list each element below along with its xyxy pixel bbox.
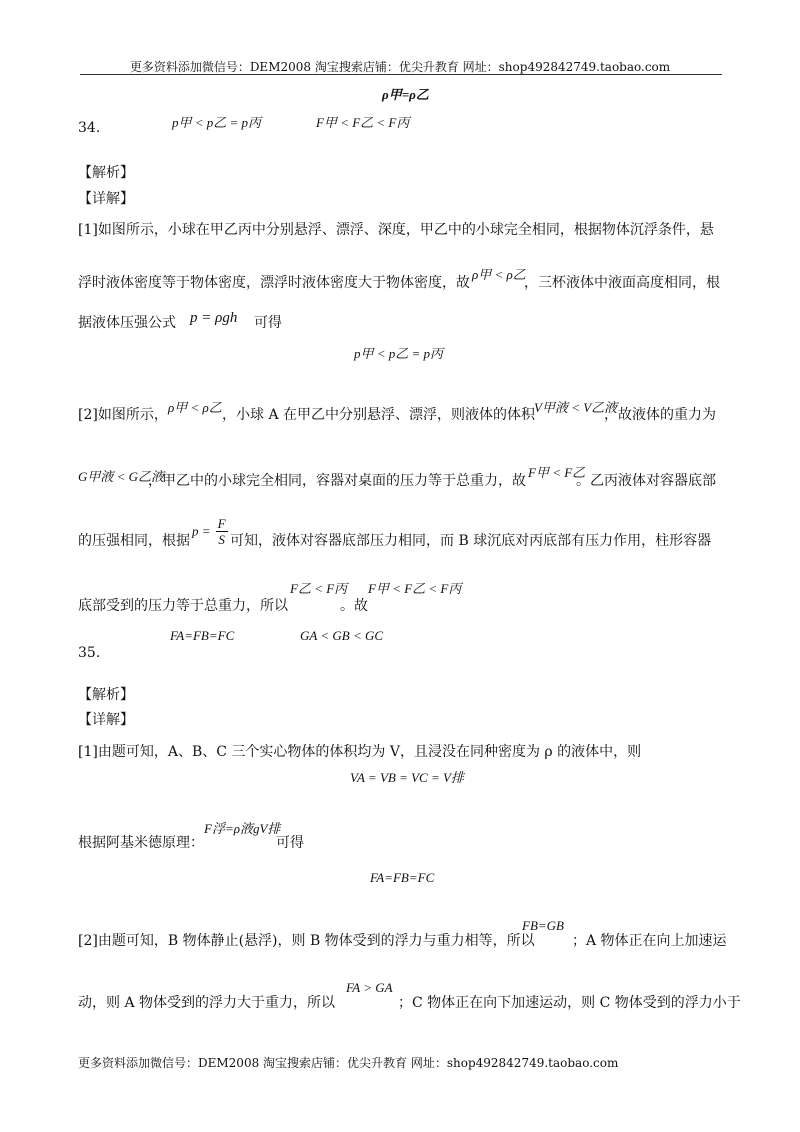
q34-p2-line2-formula2: F甲 < F乙 — [528, 465, 586, 480]
q34-p2-line4a: 底部受到的压力等于总重力，所以 — [78, 598, 288, 614]
q35-p2-line1b: ；A 物体正在向上加速运 — [572, 933, 727, 949]
q34-p1-line3-formula: p = ρgh — [190, 310, 238, 326]
q35-p1-line2-formula: F浮=ρ液gV排 — [204, 821, 281, 836]
q35-answer-2: GA < GB < GC — [300, 628, 384, 643]
q34-p1-line3b: 可得 — [254, 315, 282, 331]
header-rule — [80, 74, 722, 75]
q34-p2-line1-formula1: ρ甲 < ρ乙 — [168, 400, 222, 415]
q34-p1-line2-formula: ρ甲 < ρ乙 — [472, 267, 526, 282]
q35-p1-center-formula-2: FA=FB=FC — [370, 870, 435, 885]
q35-p1-center-formula: VA = VB = VC = V排 — [350, 770, 464, 785]
q35-p1-line2b: 可得 — [276, 835, 304, 851]
q34-p2-line2b: 。乙丙液体对容器底部 — [576, 473, 716, 489]
q34-p1-line2a: 浮时液体密度等于物体密度，漂浮时液体密度大于物体密度，故 — [78, 275, 470, 291]
page-footer: 更多资料添加微信号：DEM2008 淘宝搜索店铺：优尖升教育 网址：shop492842749.taobao.com — [78, 1056, 619, 1070]
q35-p2-line2a: 动，则 A 物体受到的浮力大于重力，所以 — [78, 995, 336, 1011]
q34-p2-line2-formula1: G甲液 < G乙液 — [78, 469, 165, 484]
q34-p2-line3b: 可知，液体对容器底部压力相同，而 B 球沉底对丙底部有压力作用，柱形容器 — [230, 533, 712, 549]
q35-p1-line1: [1]由题可知，A、B、C 三个实心物体的体积均为 V，且浸没在同种密度为 ρ 的液体中，则 — [78, 744, 642, 760]
q35-p2-line1-formula: FB=GB — [522, 918, 564, 933]
q35-p2-line2b: ；C 物体正在向下加速运动，则 C 物体受到的浮力小于 — [398, 995, 741, 1011]
q35-p2-line2-formula: FA > GA — [346, 980, 393, 995]
page-header: 更多资料添加微信号：DEM2008 淘宝搜索店铺：优尖升教育 网址：shop492842749.taobao.com — [129, 60, 671, 74]
q34-p2-line4-formula2: F甲 < F乙 < F丙 — [368, 581, 462, 596]
q34-p1-line2b: ，三杯液体中液面高度相同，根 — [524, 275, 720, 291]
q34-xiangjie-label: 【详解】 — [78, 191, 134, 207]
q34-p2-line3a: 的压强相同，根据 — [78, 533, 190, 549]
q34-p2-fraction-numerator: F — [217, 516, 226, 531]
q35-answer-1: FA=FB=FC — [170, 628, 235, 643]
q34-p2-line1c: ，故液体的重力为 — [604, 407, 716, 423]
q34-p1-line3a: 据液体压强公式 — [78, 315, 176, 331]
q34-p2-line1-formula2: V甲液 < V乙液 — [534, 400, 618, 415]
q35-xiangjie-label: 【详解】 — [78, 712, 134, 728]
q34-p1-line1: [1]如图所示，小球在甲乙丙中分别悬浮、漂浮、深度，甲乙中的小球完全相同，根据物体沉浮条件，悬 — [78, 222, 714, 238]
q34-p2-line4b: 。故 — [340, 598, 368, 614]
q34-p2-line4-formula1: F乙 < F丙 — [290, 581, 348, 596]
q34-number: 34. — [78, 120, 101, 136]
q35-p2-line1a: [2]由题可知，B 物体静止(悬浮)，则 B 物体受到的浮力与重力相等，所以 — [78, 933, 535, 949]
q34-jiexi-label: 【解析】 — [78, 165, 134, 181]
q34-answer-2: F甲 < F乙 < F丙 — [316, 115, 410, 130]
q35-jiexi-label: 【解析】 — [78, 687, 134, 703]
q35-number: 35. — [78, 645, 101, 661]
q34-p2-fraction-denominator: S — [218, 532, 225, 547]
q34-p2-pressure-p: p = — [192, 523, 211, 539]
q34-p2-line2a: ，甲乙中的小球完全相同，容器对桌面的压力等于总重力，故 — [148, 473, 526, 489]
q34-p1-center-formula: p甲 < p乙 = p丙 — [354, 346, 444, 361]
q34-p2-line3-pressure-formula — [192, 516, 228, 547]
q34-p2-line1a: [2]如图所示， — [78, 407, 168, 423]
q34-p2-line1b: ，小球 A 在甲乙中分别悬浮、漂浮，则液体的体积 — [222, 407, 536, 423]
q34-p2-pressure-fraction — [216, 516, 228, 547]
q34-answer-1: p甲 < p乙 = p丙 — [172, 115, 262, 130]
q34-top-formula: ρ甲=ρ乙 — [382, 87, 429, 102]
q35-p1-line2a: 根据阿基米德原理： — [78, 835, 204, 851]
